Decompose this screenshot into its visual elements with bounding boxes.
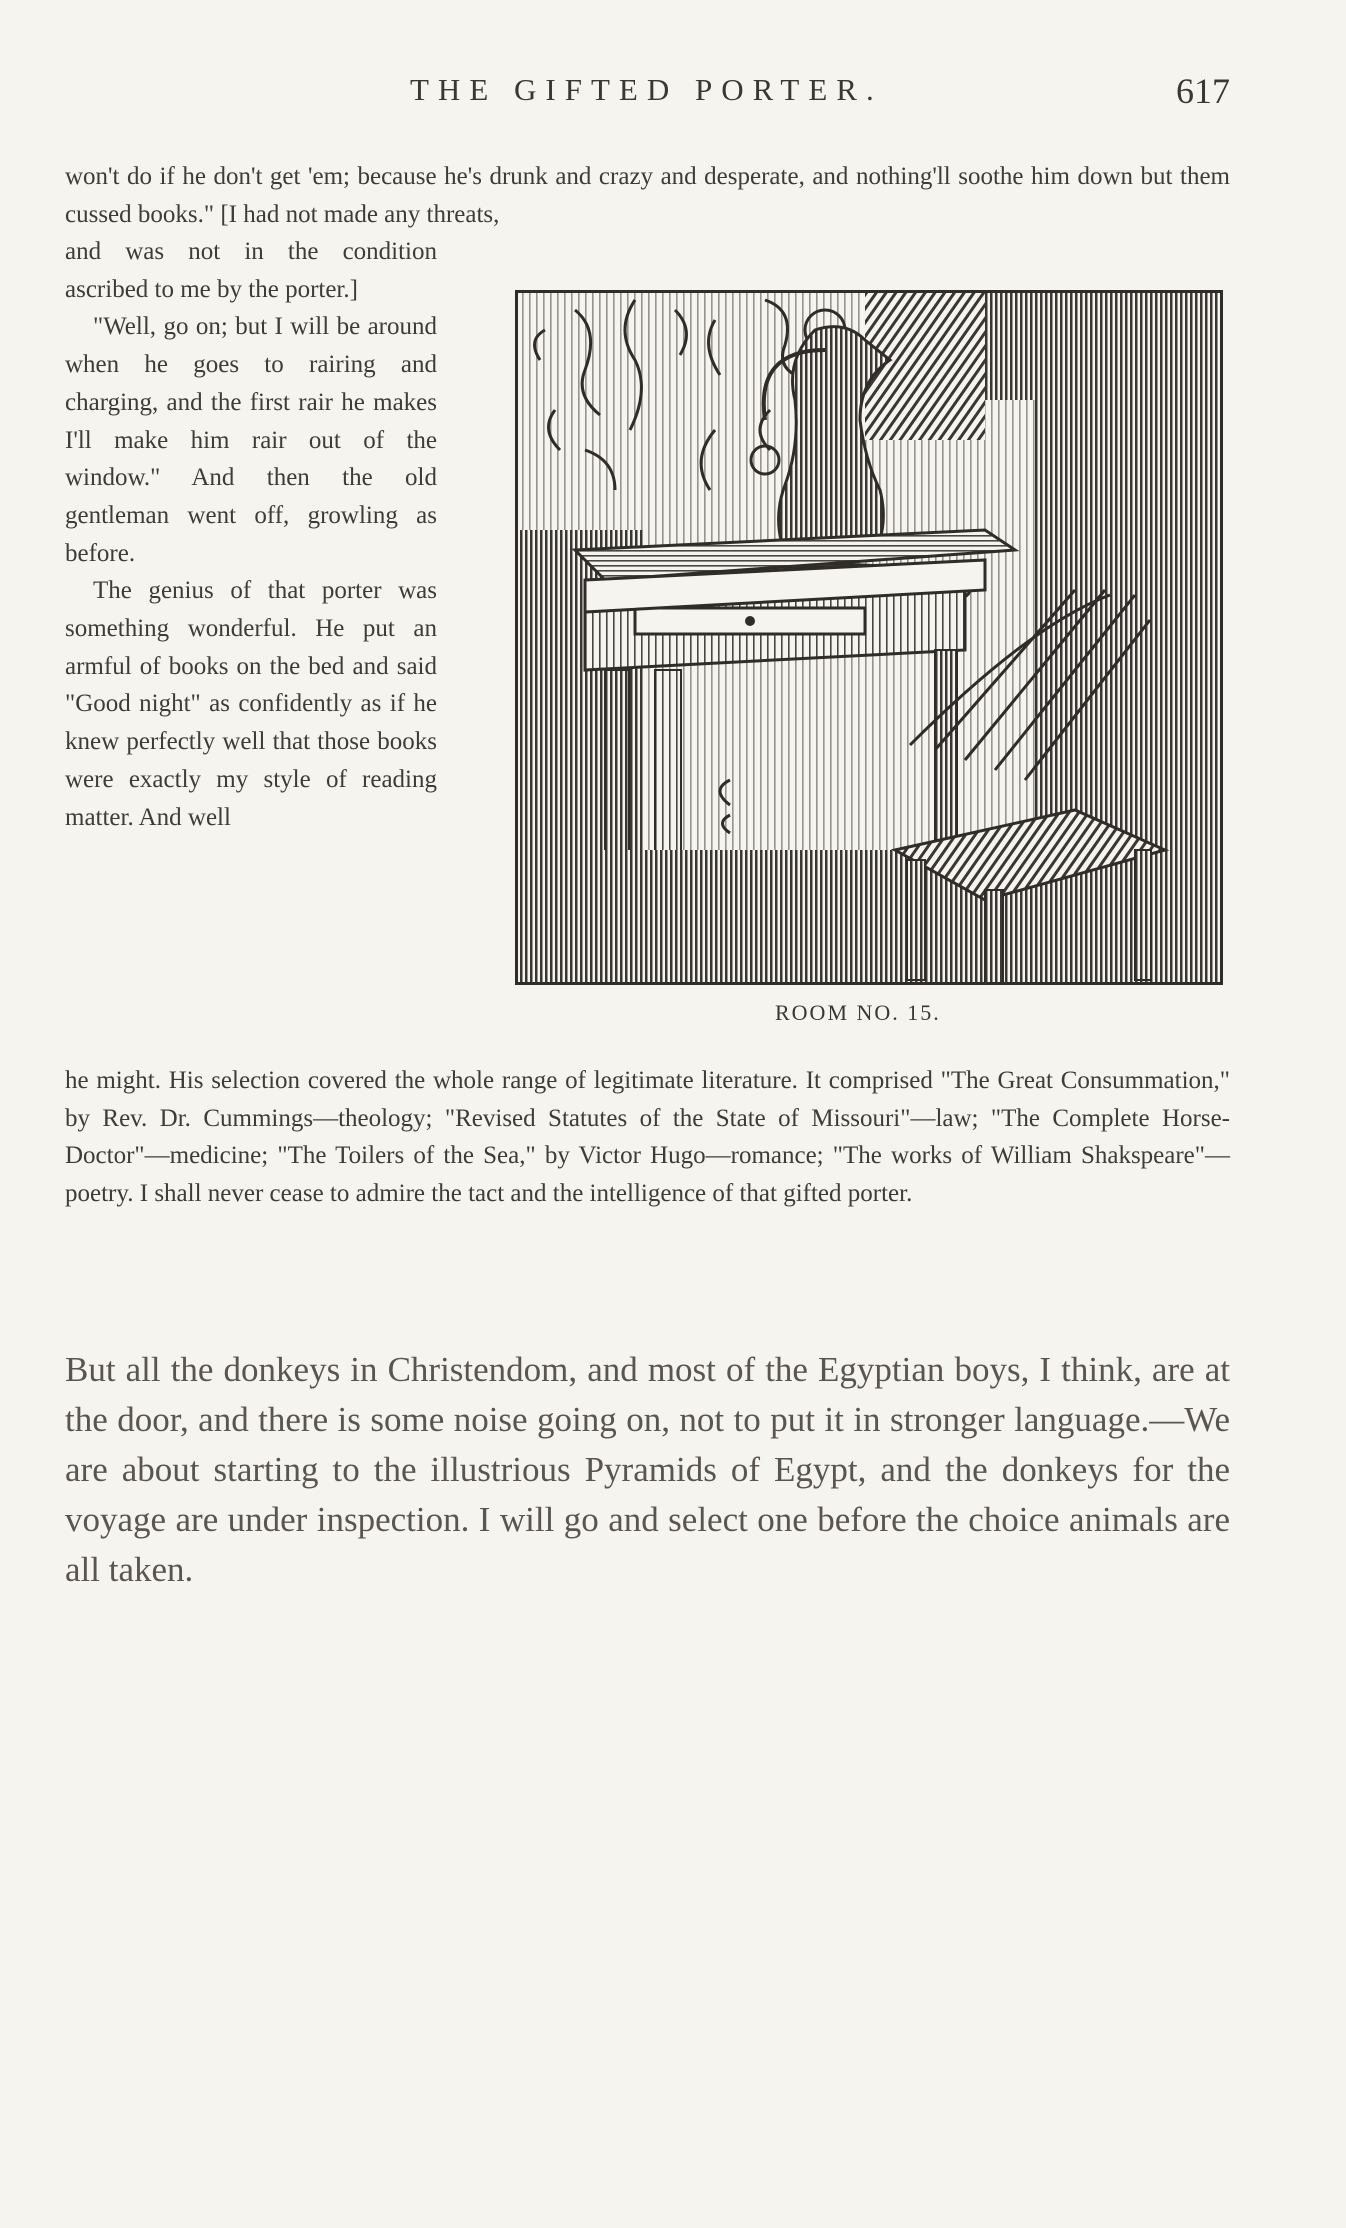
lower-paragraph-text: he might. His selection covered the whole range of legitimate literature. It comprised "The Great Consummation," by Rev. Dr. Cummings—theology; "Revised Statutes of the State of Missouri"—law; "The Complete Horse-Doctor"—medicine; "The Toilers of the Sea," by Victor Hugo—romance; "The works of William Shakspeare"—poetry. I shall never cease to admire the tact and the intelligence of that gifted porter. xyxy=(65,1067,1230,1207)
narrow-text-column xyxy=(65,233,437,836)
page-header xyxy=(130,70,1230,120)
top-paragraph xyxy=(65,158,1230,233)
room-illustration xyxy=(515,290,1223,985)
final-paragraph xyxy=(65,1345,1230,1595)
lower-paragraph xyxy=(65,1062,1230,1212)
narrow-paragraph-1: and was not in the condition ascribed to me by the porter.] xyxy=(65,238,437,303)
final-paragraph-text: But all the donkeys in Christendom, and most of the Egyptian boys, I think, are at the door, and there is some noise going on, not to put it in stronger language.—We are about starting to the illustrious Pyramids of Egypt, and the donkeys for the voyage are under inspection. I will go and select one before the choice animals are all taken. xyxy=(65,1350,1230,1589)
washstand-engraving xyxy=(515,290,1223,985)
top-paragraph-text: won't do if he don't get 'em; because he's drunk and crazy and desperate, and nothing'll soothe him down but them cussed books." [I had not made any threats, xyxy=(65,163,1230,228)
narrow-paragraph-3: The genius of that porter was something wonderful. He put an armful of books on the bed and said "Good night" as confidently as if he knew perfectly well that those books were exactly my style of reading matter. And well xyxy=(65,577,437,831)
page-number: 617 xyxy=(1176,71,1230,111)
running-title: THE GIFTED PORTER. xyxy=(410,72,883,107)
narrow-paragraph-2: "Well, go on; but I will be around when he goes to rairing and charging, and the first rair he makes I'll make him rair out of the window." And then the old gentleman went off, growling as before. xyxy=(65,313,437,567)
illustration-caption: ROOM NO. 15. xyxy=(775,1000,941,1025)
